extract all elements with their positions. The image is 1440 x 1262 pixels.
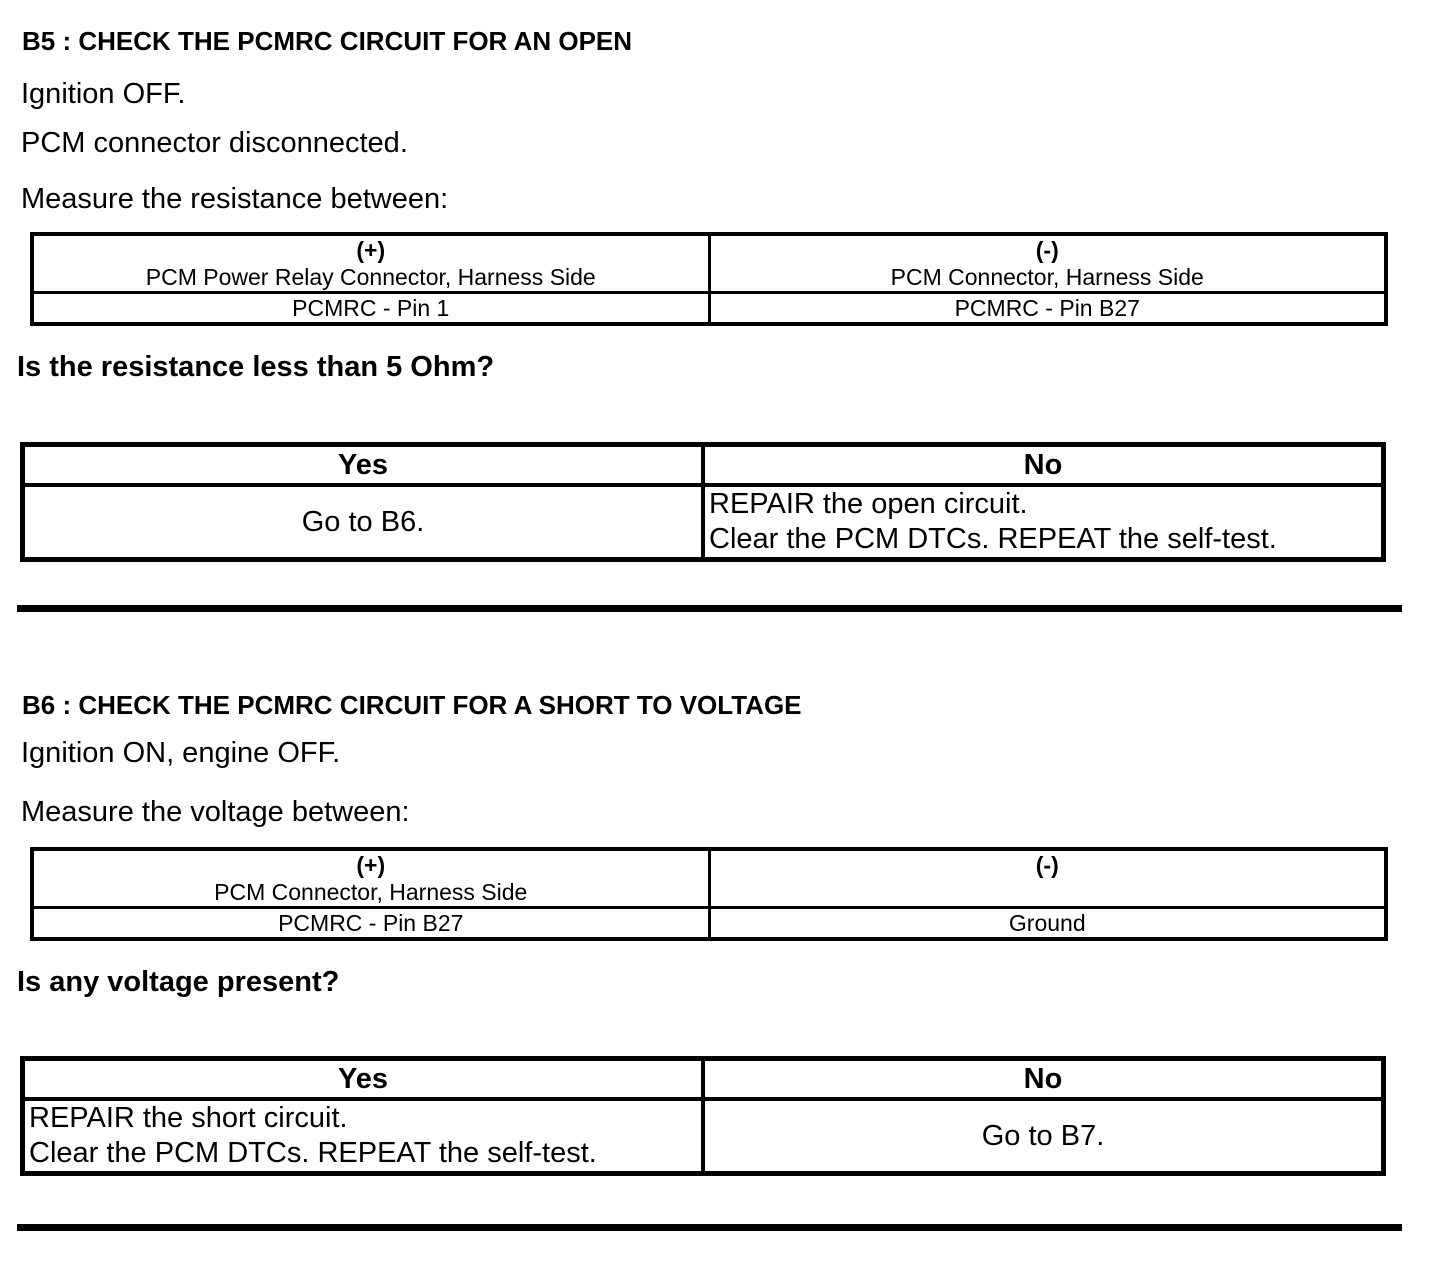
step-measure-voltage: Measure the voltage between:	[21, 796, 410, 828]
result-line: REPAIR the short circuit.	[29, 1102, 348, 1134]
step-pcm-disconnected: PCM connector disconnected.	[21, 127, 408, 159]
measurement-table-b6	[30, 847, 1388, 941]
section-b5	[0, 27, 1440, 612]
no-header-cell: No	[703, 445, 1384, 486]
result-line: Go to B7.	[981, 1119, 1105, 1152]
section-b6-heading: B6 : CHECK THE PCMRC CIRCUIT FOR A SHORT TO VOLTAGE	[22, 690, 802, 720]
decision-table-b5	[20, 442, 1386, 562]
positive-connector-label: PCM Connector, Harness Side	[214, 879, 528, 905]
no-result-cell	[703, 1099, 1384, 1174]
positive-pin-cell: PCMRC - Pin 1	[32, 293, 709, 325]
positive-header-cell	[32, 849, 709, 908]
measurement-table-b5	[30, 232, 1388, 326]
section-divider	[17, 605, 1402, 612]
positive-connector-label: PCM Power Relay Connector, Harness Side	[145, 264, 596, 290]
no-result-cell	[703, 485, 1384, 560]
result-line: Go to B6.	[301, 505, 425, 538]
section-b6	[0, 691, 1440, 1231]
decision-header-row	[23, 445, 1384, 486]
result-line: Clear the PCM DTCs. REPEAT the self-test.	[29, 1137, 597, 1169]
yes-header-cell: Yes	[23, 1059, 704, 1100]
section-b5-heading: B5 : CHECK THE PCMRC CIRCUIT FOR AN OPEN	[22, 26, 633, 56]
decision-body-row	[23, 1099, 1384, 1174]
step-measure-resistance: Measure the resistance between:	[21, 183, 449, 215]
measurement-pin-row	[32, 908, 1386, 940]
positive-sign: (+)	[356, 852, 386, 878]
negative-sign: (-)	[1035, 237, 1059, 263]
decision-header-row	[23, 1059, 1384, 1100]
measurement-header-row	[32, 849, 1386, 908]
no-header-cell: No	[703, 1059, 1384, 1100]
step-ignition-off: Ignition OFF.	[21, 78, 186, 110]
yes-header-cell: Yes	[23, 445, 704, 486]
question-voltage: Is any voltage present?	[17, 966, 340, 998]
question-resistance: Is the resistance less than 5 Ohm?	[17, 351, 495, 383]
negative-pin-cell: PCMRC - Pin B27	[709, 293, 1386, 325]
positive-pin-cell: PCMRC - Pin B27	[32, 908, 709, 940]
negative-pin-cell: Ground	[709, 908, 1386, 940]
yes-result-cell	[23, 1099, 704, 1174]
measurement-header-row	[32, 234, 1386, 293]
decision-table-b6	[20, 1056, 1386, 1176]
yes-result-cell	[23, 485, 704, 560]
positive-sign: (+)	[356, 237, 386, 263]
decision-body-row	[23, 485, 1384, 560]
positive-header-cell	[32, 234, 709, 293]
measurement-pin-row	[32, 293, 1386, 325]
page-bottom-divider	[17, 1224, 1402, 1231]
result-line: Clear the PCM DTCs. REPEAT the self-test.	[709, 523, 1277, 555]
negative-sign: (-)	[1035, 852, 1059, 878]
negative-header-cell	[709, 234, 1386, 293]
negative-connector-label: PCM Connector, Harness Side	[890, 264, 1204, 290]
result-line: REPAIR the open circuit.	[709, 488, 1028, 520]
step-ignition-on: Ignition ON, engine OFF.	[21, 737, 341, 769]
negative-header-cell	[709, 849, 1386, 908]
